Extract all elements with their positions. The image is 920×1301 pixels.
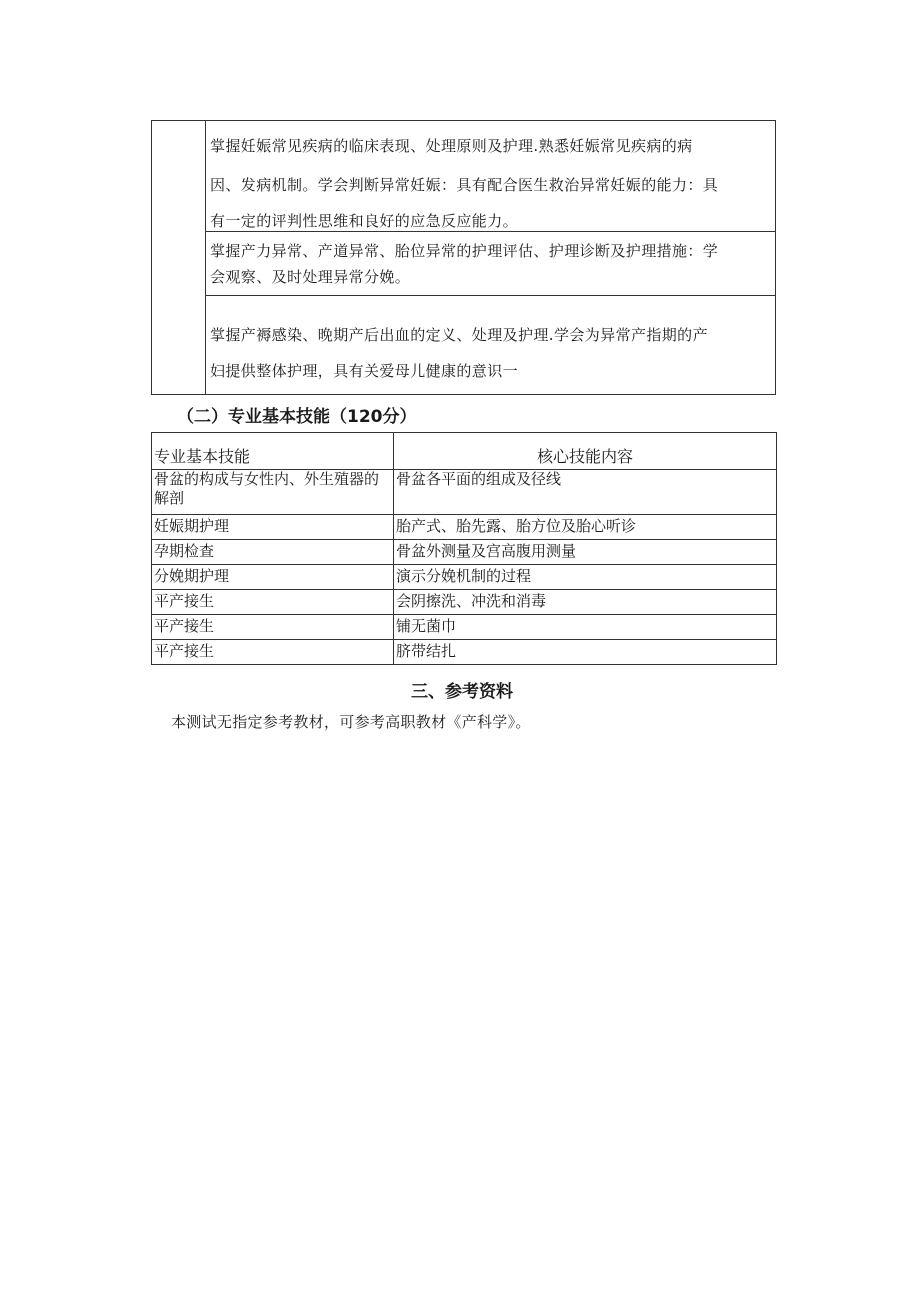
objective-line: 会观察、及时处理异常分娩。 (210, 268, 411, 286)
skill-cell: 分娩期护理 (152, 565, 394, 590)
objectives-left-column (152, 121, 206, 394)
table-row (152, 540, 777, 565)
content-cell: 会阴擦洗、冲洗和消毒 (394, 590, 777, 615)
objective-row-puerperal (206, 296, 775, 394)
table-row (152, 515, 777, 540)
references-title: 三、参考资料 (411, 682, 513, 702)
skills-header-skill: 专业基本技能 (152, 433, 394, 470)
table-row (152, 470, 777, 515)
table-row (152, 640, 777, 665)
objective-line: 掌握妊娠常见疾病的临床表现、处理原则及护理.熟悉妊娠常见疾病的病 (210, 137, 693, 155)
skill-cell: 妊娠期护理 (152, 515, 394, 540)
skill-cell: 平产接生 (152, 590, 394, 615)
objectives-table (151, 120, 776, 395)
objective-line: 掌握产褥感染、晚期产后出血的定义、处理及护理.学会为异常产指期的产 (210, 326, 708, 344)
references-text: 本测试无指定参考教材，可参考高职教材《产科学》。 (171, 713, 531, 731)
skills-header-content: 核心技能内容 (394, 433, 777, 470)
skill-cell: 平产接生 (152, 640, 394, 665)
skill-cell: 平产接生 (152, 615, 394, 640)
content-cell: 骨盆外测量及宫高腹用测量 (394, 540, 777, 565)
objective-line: 因、发病机制。学会判断异常妊娠：具有配合医生救治异常妊娠的能力：具 (210, 176, 719, 194)
table-row (152, 565, 777, 590)
objective-line: 有一定的评判性思维和良好的应急反应能力。 (210, 212, 519, 230)
skill-cell: 骨盆的构成与女性内、外生殖器的解剖 (152, 470, 394, 515)
objective-line: 掌握产力异常、产道异常、胎位异常的护理评估、护理诊断及护理措施：学 (210, 242, 719, 260)
section-title: （二）专业基本技能（120分） (177, 407, 417, 427)
content-cell: 演示分娩机制的过程 (394, 565, 777, 590)
table-row (152, 615, 777, 640)
objective-line: 妇提供整体护理，具有关爱母儿健康的意识一 (210, 362, 519, 380)
skill-cell: 孕期检查 (152, 540, 394, 565)
skills-table (151, 432, 777, 665)
skills-table-header-row (152, 433, 777, 470)
content-cell: 骨盆各平面的组成及径线 (394, 470, 777, 515)
content-cell: 铺无菌巾 (394, 615, 777, 640)
content-cell: 胎产式、胎先露、胎方位及胎心听诊 (394, 515, 777, 540)
table-row (152, 590, 777, 615)
objective-row-pregnancy-diseases (206, 121, 775, 232)
content-cell: 脐带结扎 (394, 640, 777, 665)
objective-row-abnormal-labor (206, 232, 775, 296)
